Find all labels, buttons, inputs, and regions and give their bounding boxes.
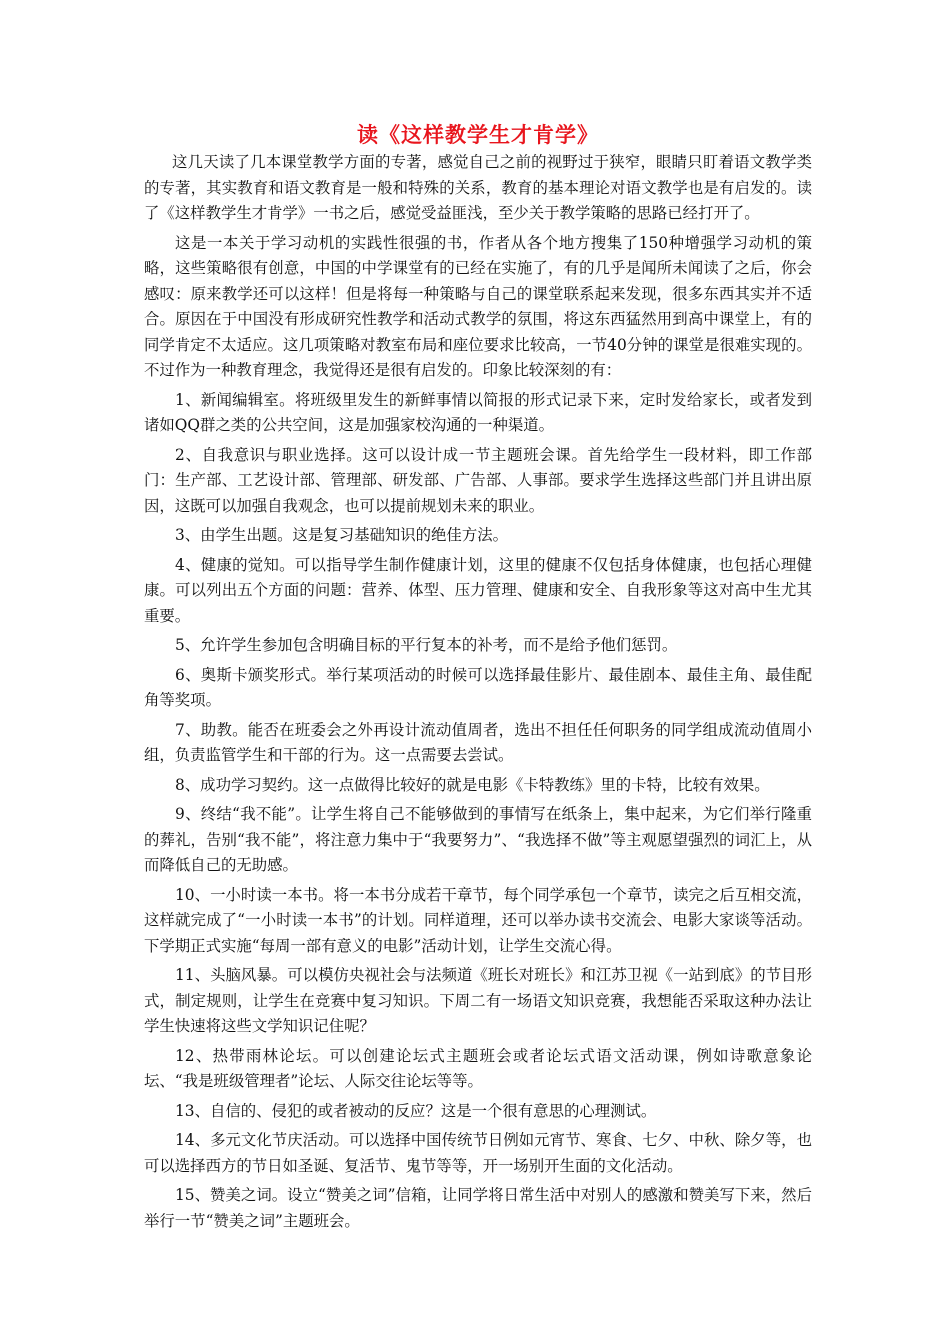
list-item-5: 5、允许学生参加包含明确目标的平行复本的补考，而不是给予他们惩罚。 <box>175 636 678 654</box>
list-item-3: 3、由学生出题。这是复习基础知识的绝佳方法。 <box>175 526 508 544</box>
document-body <box>144 150 812 1234</box>
list-item-13: 13、自信的、侵犯的或者被动的反应？这是一个很有意思的心理测试。 <box>175 1101 657 1120</box>
list-item-14: 14、多元文化节庆活动。可以选择中国传统节日例如元宵节、寒食、七夕、中秋、除夕等，也可以选择西方的节日如圣诞、复活节、鬼节等等，开一场别开生面的文化活动。 <box>144 1131 812 1175</box>
list-item-2: 2、自我意识与职业选择。这可以设计成一节主题班会课。首先给学生一段材料，即工作部门：生产部、工艺设计部、管理部、研发部、广告部、人事部。要求学生选择这些部门并且讲出原因，这既可以加强自我观念，也可以提前规划未来的职业。 <box>144 445 812 515</box>
list-item-8: 8、成功学习契约。这一点做得比较好的就是电影《卡特教练》里的卡特，比较有效果。 <box>175 775 770 794</box>
paragraph-intro: 这几天读了几本课堂教学方面的专著，感觉自己之前的视野过于狭窄，眼睛只盯着语文教学类的专著，其实教育和语文教育是一般和特殊的关系，教育的基本理论对语文教学也是有启发的。读了《这样教学生才肯学》一书之后，感觉受益匪浅，至少关于教学策略的思路已经打开了。 <box>144 153 812 222</box>
list-item-15: 15、赞美之词。设立“赞美之词”信箱，让同学将日常生活中对别人的感激和赞美写下来，然后举行一节“赞美之词”主题班会。 <box>144 1186 812 1230</box>
list-item-7: 7、助教。能否在班委会之外再设计流动值周者，选出不担任任何职务的同学组成流动值周小组，负责监管学生和干部的行为。这一点需要去尝试。 <box>144 720 812 764</box>
document-page <box>144 120 812 1238</box>
list-item-12: 12、热带雨林论坛。可以创建论坛式主题班会或者论坛式语文活动课，例如诗歌意象论坛、“我是班级管理者”论坛、人际交往论坛等等。 <box>144 1046 812 1090</box>
list-item-6: 6、奥斯卡颁奖形式。举行某项活动的时候可以选择最佳影片、最佳剧本、最佳主角、最佳配角等奖项。 <box>144 665 812 709</box>
list-item-1: 1、新闻编辑室。将班级里发生的新鲜事情以简报的形式记录下来，定时发给家长，或者发到诸如QQ群之类的公共空间，这是加强家校沟通的一种渠道。 <box>144 390 812 434</box>
list-item-10: 10、一小时读一本书。将一本书分成若干章节，每个同学承包一个章节，读完之后互相交流，这样就完成了“一小时读一本书”的计划。同样道理，还可以举办读书交流会、电影大家谈等活动。下学期正式实施“每周一部有意义的电影”活动计划，让学生交流心得。 <box>144 885 812 955</box>
document-title: 读《这样教学生才肯学》 <box>357 122 599 147</box>
list-item-11: 11、头脑风暴。可以模仿央视社会与法频道《班长对班长》和江苏卫视《一站到底》的节目形式，制定规则，让学生在竞赛中复习知识。下周二有一场语文知识竞赛，我想能否采取这种办法让学生快速将这些文学知识记住呢？ <box>144 966 812 1035</box>
list-item-9: 9、终结“我不能”。让学生将自己不能够做到的事情写在纸条上，集中起来，为它们举行隆重的葬礼，告别“我不能”，将注意力集中于“我要努力”、“我选择不做”等主观愿望强烈的词汇上，从而降低自己的无助感。 <box>144 805 812 874</box>
list-item-4: 4、健康的觉知。可以指导学生制作健康计划，这里的健康不仅包括身体健康，也包括心理健康。可以列出五个方面的问题：营养、体型、压力管理、健康和安全、自我形象等这对高中生尤其重要。 <box>144 555 812 625</box>
paragraph-overview: 这是一本关于学习动机的实践性很强的书，作者从各个地方搜集了150种增强学习动机的策略，这些策略很有创意，中国的中学课堂有的已经在实施了，有的几乎是闻所未闻读了之后，你会感叹：原来教学还可以这样！但是将每一种策略与自己的课堂联系起来发现，很多东西其实并不适合。原因在于中国没有形成研究性教学和活动式教学的氛围，将这东西猛然用到高中课堂上，有的同学肯定不太适应。这几项策略对教室布局和座位要求比较高，一节40分钟的课堂是很难实现的。不过作为一种教育理念，我觉得还是很有启发的。印象比较深刻的有： <box>144 233 812 379</box>
